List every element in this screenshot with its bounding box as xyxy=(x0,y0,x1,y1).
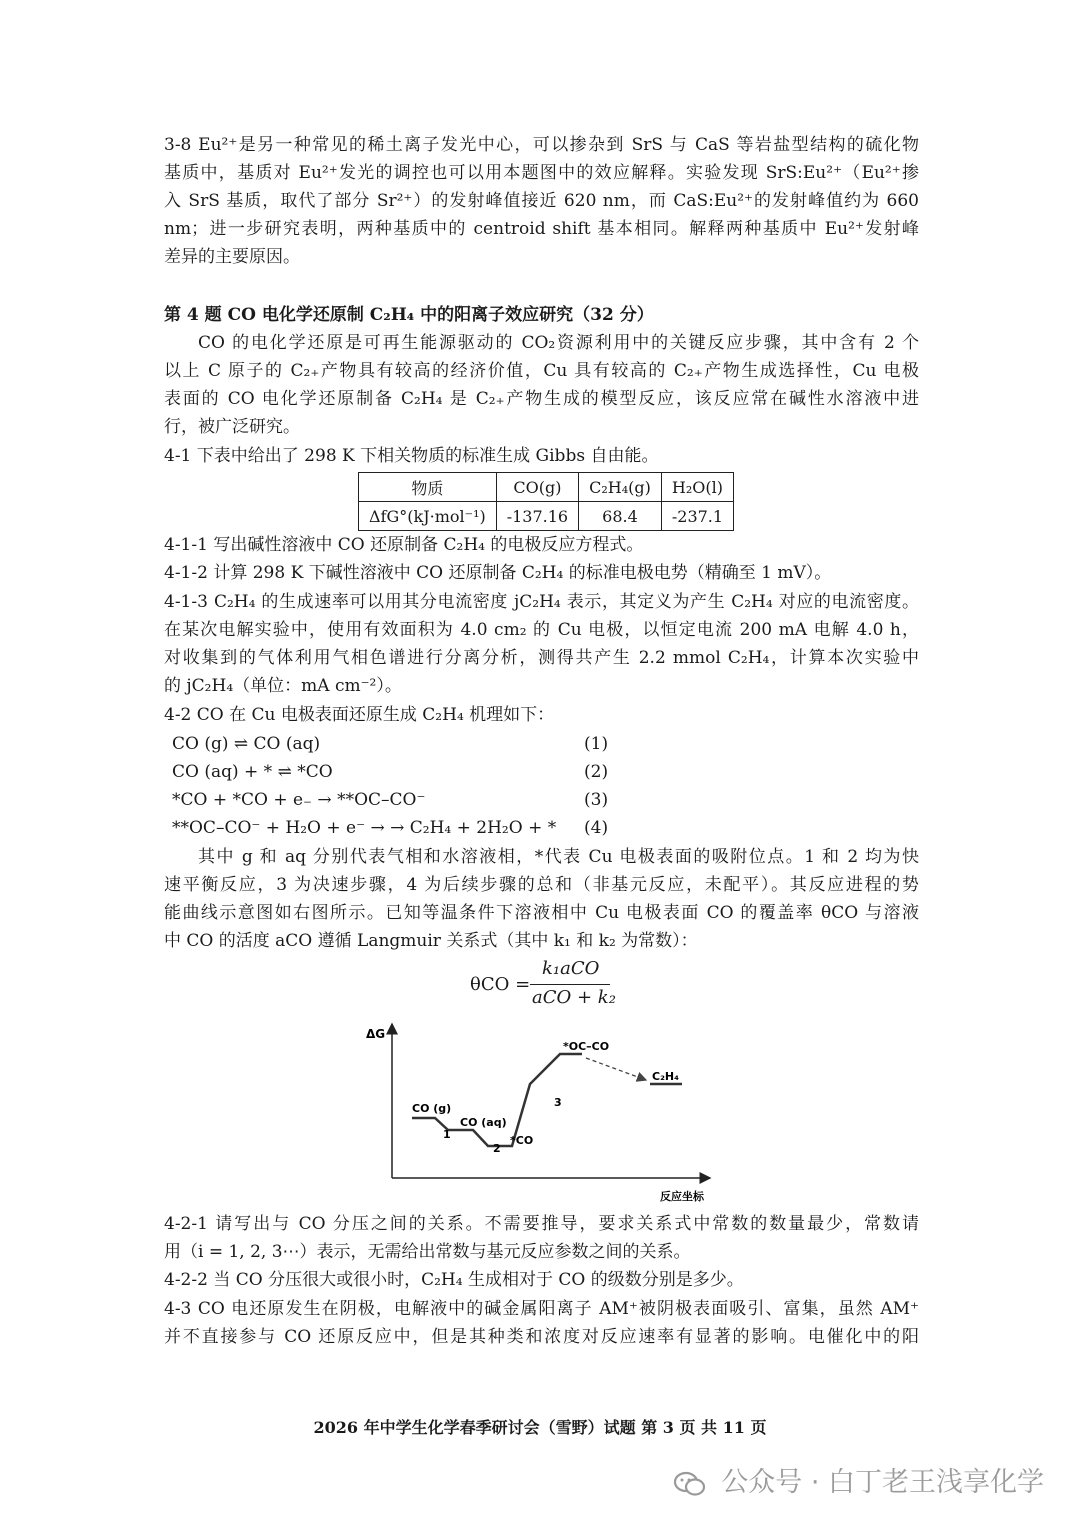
q411: 4-1-1 写出碱性溶液中 CO 还原制备 C₂H₄ 的电极反应方程式。 xyxy=(164,535,644,555)
q42-para-1: 其中 g 和 aq 分别代表气相和水溶液相，*代表 Cu 电极表面的吸附位点。1 和 2 均为快 xyxy=(198,847,919,867)
q42-para-4: 中 CO 的活度 aCO 遵循 Langmuir 关系式（其中 k₁ 和 k₂ 为常数）： xyxy=(164,931,698,951)
q4-intro-1: CO 的电化学还原是可再生能源驱动的 CO₂资源利用中的关键反应步骤，其中含有 2 个 xyxy=(198,333,919,353)
state-co-gas: CO (g) xyxy=(412,1102,452,1115)
p38-line-4: nm；进一步研究表明，两种基质中的 centroid shift 基本相同。解释两种基质中 Eu²⁺发射峰 xyxy=(164,219,919,239)
energy-profile-diagram xyxy=(360,1018,720,1208)
state-c2h4: C₂H₄ xyxy=(652,1070,679,1083)
page-footer: 2026 年中学生化学春季研讨会（雪野）试题 第 3 页 共 11 页 xyxy=(313,1418,767,1437)
step-2-label: 2 xyxy=(493,1142,501,1155)
q41-head: 4-1 下表中给出了 298 K 下相关物质的标准生成 Gibbs 自由能。 xyxy=(164,446,659,466)
gibbs-table-row xyxy=(359,502,734,531)
reaction-4: **OC–CO⁻ + H₂O + e⁻ → → C₂H₄ + 2H₂O + * xyxy=(172,818,557,838)
p38-line-3: 入 SrS 基质，取代了部分 Sr²⁺）的发射峰值接近 620 nm，而 CaS:Eu²⁺的发射峰值约为 660 xyxy=(164,191,919,211)
fraction-bar xyxy=(530,984,610,985)
q43-line-2: 并不直接参与 CO 还原反应中，但是其种类和浓度对反应速率有显著的影响。电催化中的阳 xyxy=(164,1327,919,1347)
q413-line-3: 对收集到的气体利用气相色谱进行分离分析，测得共产生 2.2 mmol C₂H₄，计算本次实验中 xyxy=(164,648,919,668)
equation-lhs: θCO = xyxy=(470,974,531,995)
q421-line-2: 用（i = 1, 2, 3⋯）表示，无需给出常数与基元反应参数之间的关系。 xyxy=(164,1242,691,1262)
reaction-3-number: (3) xyxy=(584,790,609,810)
q4-title: 第 4 题 CO 电化学还原制 C₂H₄ 中的阳离子效应研究（32 分） xyxy=(164,305,654,325)
gibbs-cell: 物质 xyxy=(359,473,497,502)
q412: 4-1-2 计算 298 K 下碱性溶液中 CO 还原制备 C₂H₄ 的标准电极电势（精确至 1 mV）。 xyxy=(164,563,832,583)
q413-line-2: 在某次电解实验中，使用有效面积为 4.0 cm₂ 的 Cu 电极，以恒定电流 200 mA 电解 4.0 h， xyxy=(164,620,919,640)
q42-para-3: 能曲线示意图如右图所示。已知等温条件下溶液相中 Cu 电极表面 CO 的覆盖率 θCO 与溶液 xyxy=(164,903,919,923)
equation-numerator: k₁aCO xyxy=(542,958,600,979)
reaction-3: *CO + *CO + e₋ → **OC–CO⁻ xyxy=(172,790,426,810)
q42-para-2: 速平衡反应，3 为决速步骤，4 为后续步骤的总和（非基元反应，未配平）。其反应进程的势 xyxy=(164,875,919,895)
step-3-label: 3 xyxy=(554,1096,562,1109)
reaction-2: CO (aq) + * ⇌ *CO xyxy=(172,762,333,782)
q422: 4-2-2 当 CO 分压很大或很小时，C₂H₄ 生成相对于 CO 的级数分别是多少。 xyxy=(164,1270,744,1290)
x-axis-label: 反应坐标 xyxy=(660,1190,704,1203)
p38-line-1: 3-8 Eu²⁺是另一种常见的稀土离子发光中心，可以掺杂到 SrS 与 CaS 等岩盐型结构的硫化物 xyxy=(164,135,919,155)
reaction-4-number: (4) xyxy=(584,818,609,838)
wechat-icon xyxy=(673,1471,707,1497)
gibbs-table-header xyxy=(359,473,734,502)
equation-denominator: aCO + k₂ xyxy=(532,987,616,1008)
gibbs-cell: CO(g) xyxy=(496,473,578,502)
q4-intro-3: 表面的 CO 电化学还原制备 C₂H₄ 是 C₂₊产物生成的模型反应，该反应常在碱性水溶液中进 xyxy=(164,389,919,409)
q4-intro-2: 以上 C 原子的 C₂₊产物具有较高的经济价值，Cu 具有较高的 C₂₊产物生成选择性，Cu 电极 xyxy=(164,361,919,381)
q4-intro-4: 行，被广泛研究。 xyxy=(164,417,300,437)
state-occo: *OC–CO xyxy=(563,1040,610,1053)
gibbs-cell: -137.16 xyxy=(496,502,578,531)
q421-line-1: 4-2-1 请写出与 CO 分压之间的关系。不需要推导，要求关系式中常数的数量最少，常数请 xyxy=(164,1214,919,1234)
reaction-1-number: (1) xyxy=(584,734,609,754)
state-co-ads: *CO xyxy=(510,1134,534,1147)
q43-line-1: 4-3 CO 电还原发生在阴极，电解液中的碱金属阳离子 AM⁺被阴极表面吸引、富集，虽然 AM⁺ xyxy=(164,1299,919,1319)
gibbs-cell: ΔfG°(kJ·mol⁻¹) xyxy=(359,502,497,531)
watermark xyxy=(673,1460,1044,1499)
q42-head: 4-2 CO 在 Cu 电极表面还原生成 C₂H₄ 机理如下： xyxy=(164,705,555,725)
gibbs-cell: C₂H₄(g) xyxy=(579,473,662,502)
state-co-aq: CO (aq) xyxy=(460,1116,507,1129)
gibbs-cell: 68.4 xyxy=(579,502,662,531)
y-axis-label: ΔG xyxy=(366,1027,386,1041)
reaction-1: CO (g) ⇌ CO (aq) xyxy=(172,734,321,754)
gibbs-cell: -237.1 xyxy=(661,502,733,531)
gibbs-table xyxy=(358,472,734,531)
watermark-text: 公众号 · 白丁老王浅享化学 xyxy=(721,1467,1044,1498)
reaction-2-number: (2) xyxy=(584,762,609,782)
gibbs-cell: H₂O(l) xyxy=(661,473,733,502)
step-1-label: 1 xyxy=(443,1128,451,1141)
dashed-arrow xyxy=(586,1058,646,1080)
q413-line-4: 的 jC₂H₄（单位：mA cm⁻²）。 xyxy=(164,676,402,696)
p38-line-5: 差异的主要原因。 xyxy=(164,247,300,267)
q413-line-1: 4-1-3 C₂H₄ 的生成速率可以用其分电流密度 jC₂H₄ 表示，其定义为产生 C₂H₄ 对应的电流密度。 xyxy=(164,592,919,612)
p38-line-2: 基质中，基质对 Eu²⁺发光的调控也可以用本题图中的效应解释。实验发现 SrS:Eu²⁺（Eu²⁺掺 xyxy=(164,163,919,183)
